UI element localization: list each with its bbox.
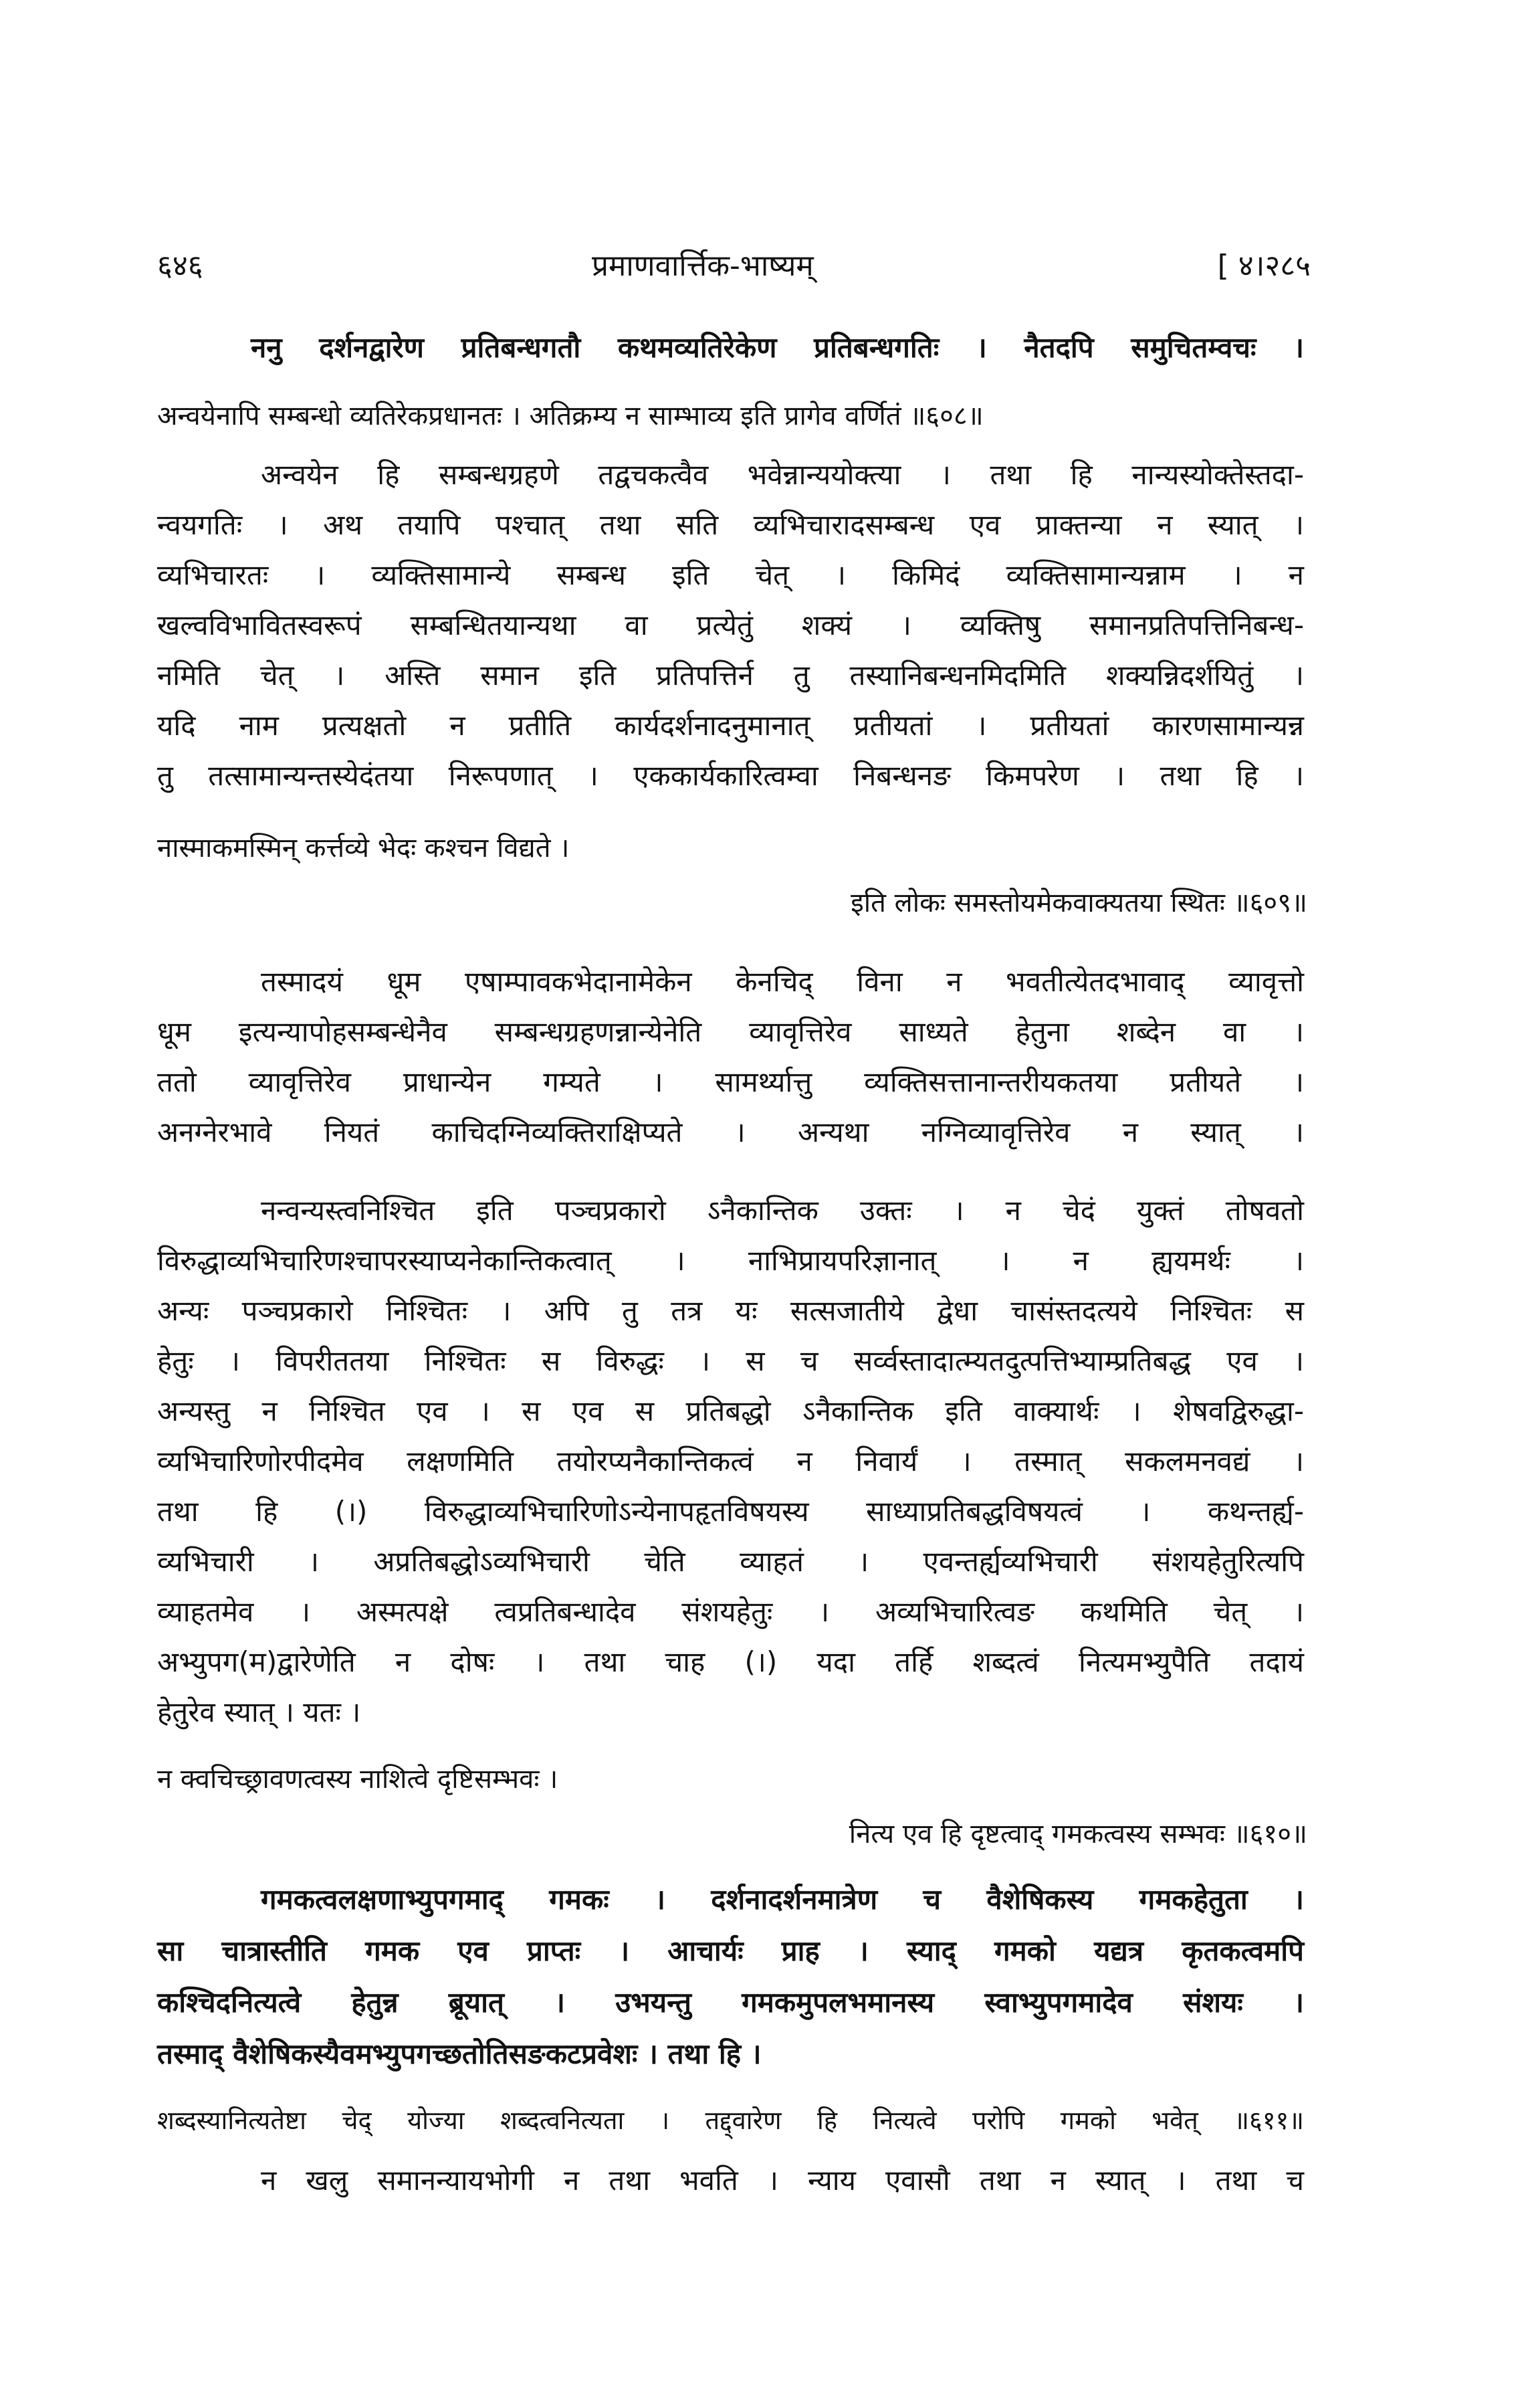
para3-line-1: नन्वन्यस्त्वनिश्चित इति पञ्चप्रकारो ऽनैकान्तिक उक्तः । न चेदं युक्तं तोषवतो [261,1194,1304,1227]
verse-609-line-1: नास्माकमस्मिन् कर्त्तव्ये भेदः कश्चन विद्यते । [157,833,570,864]
para3-line-4: हेतुः । विपरीततया निश्चितः स विरुद्धः । स च सर्व्वस्तादात्म्यतदुत्पत्तिभ्याम्प्रतिबद्ध एव । [157,1344,1304,1377]
verse-610-line-1: न क्वचिच्छ्रावणत्वस्य नाशित्वे दृष्टिसम्भवः । [157,1764,558,1795]
para3-line-11: हेतुरेव स्यात् । यतः । [157,1696,361,1728]
para1-line-5: नमिति चेत् । अस्ति समान इति प्रतिपत्तिर्न तु तस्यानिबन्धनमिदमिति शक्यन्निदर्शयितुं । [157,659,1304,692]
para3-line-6: व्यभिचारिणोरपीदमेव लक्षणमिति तयोरप्यनैकान्तिकत्वं न निवार्यं । तस्मात् सकलमनवद्यं । [157,1445,1304,1478]
para2-line-4: अनग्नेरभावे नियतं काचिदग्निव्यक्तिराक्षिप्यते । अन्यथा नग्निव्यावृत्तिरेव न स्यात् । [157,1116,1304,1148]
para2-line-2: धूम इत्यन्यापोहसम्बन्धेनैव सम्बन्धग्रहणन्नान्येनेति व्यावृत्तिरेव साध्यते हेतुना शब्देन वा । [157,1015,1304,1048]
para2-line-1: तस्मादयं धूम एषाम्पावकभेदानामेकेन केनचिद् विना न भवतीत्येतदभावाद् व्यावृत्तो [261,965,1304,998]
para3-line-3: अन्यः पञ्चप्रकारो निश्चितः । अपि तु तत्र यः सत्सजातीये द्वेधा चासंस्तदत्यये निश्चितः स [157,1294,1304,1327]
para3-line-5: अन्यस्तु न निश्चित एव । स एव स प्रतिबद्धो ऽनैकान्तिक इति वाक्यार्थः । शेषवद्विरुद्धा- [157,1395,1304,1427]
para3-line-10: अभ्युपग(म)द्वारेणेति न दोषः । तथा चाह (।) यदा तर्हि शब्दत्वं नित्यमभ्युपैति तदायं [157,1645,1304,1678]
para1-line-1: अन्वयेन हि सम्बन्धग्रहणे तद्वचकत्वैव भवेन्नान्ययोक्त्या । तथा हि नान्यस्योक्तेस्तदा- [261,458,1304,491]
intro-line: ननु दर्शनद्वारेण प्रतिबन्धगतौ कथमव्यतिरेकेण प्रतिबन्धगतिः । नैतदपि समुचितम्वचः । [251,331,1304,364]
para5-line-1: न खलु समानन्यायभोगी न तथा भवति । न्याय एवासौ तथा न स्यात् । तथा च [261,2164,1304,2197]
para4-line-2: सा चात्रास्तीति गमक एव प्राप्तः । आचार्यः प्राह । स्याद् गमको यद्यत्र कृतकत्वमपि [157,1934,1304,1967]
verse-610-line-2: नित्य एव हि दृष्टत्वाद् गमकत्वस्य सम्भवः ॥६१०॥ [849,1819,1307,1849]
verse-608: अन्वयेनापि सम्बन्धो व्यतिरेकप्रधानतः । अतिक्रम्य न साम्भाव्य इति प्रागेव वर्णितं ॥६०८॥ [157,401,984,431]
para3-line-2: विरुद्धाव्यभिचारिणश्चापरस्याप्यनेकान्तिकत्वात् । नाभिप्रायपरिज्ञानात् । न ह्ययमर्थः । [157,1244,1304,1277]
verse-609-line-2: इति लोकः समस्तोयमेकवाक्यतया स्थितः ॥६०९॥ [851,888,1307,918]
page-number: ६४६ [157,249,203,283]
para1-line-2: न्वयगतिः । अथ तयापि पश्चात् तथा सति व्यभिचारादसम्बन्ध एव प्राक्तन्या न स्यात् । [157,508,1304,541]
para4-line-1: गमकत्वलक्षणाभ्युपगमाद् गमकः । दर्शनादर्शनमात्रेण च वैशेषिकस्य गमकहेतुता । [261,1883,1304,1916]
para1-line-6: यदि नाम प्रत्यक्षतो न प्रतीति कार्यदर्शनादनुमानात् प्रतीयतां । प्रतीयतां कारणसामान्यन्न [157,709,1304,742]
para4-line-4: तस्माद् वैशेषिकस्यैवमभ्युपगच्छतोतिसङकटप्रवेशः । तथा हि । [157,2037,762,2070]
para2-line-3: ततो व्यावृत्तिरेव प्राधान्येन गम्यते । सामर्थ्यात्तु व्यक्तिसत्तानान्तरीयकतया प्रतीयते । [157,1066,1304,1098]
para1-line-7: तु तत्सामान्यन्तस्येदंतया निरूपणात् । एककार्यकारित्वम्वा निबन्धनङ किमपरेण । तथा हि । [157,759,1304,792]
para3-line-7: तथा हि (।) विरुद्धाव्यभिचारिणोऽन्येनापहृतविषयस्य साध्याप्रतिबद्धविषयत्वं । कथन्तर्ह्य- [157,1495,1304,1528]
para3-line-8: व्यभिचारी । अप्रतिबद्धोऽव्यभिचारी चेति व्याहतं । एवन्तर्ह्यव्यभिचारी संशयहेतुरित्यपि [157,1545,1304,1578]
running-title: प्रमाणवार्त्तिक-भाष्यम् [592,249,814,283]
para1-line-3: व्यभिचारतः । व्यक्तिसामान्ये सम्बन्ध इति चेत् । किमिदं व्यक्तिसामान्यन्नाम । न [157,559,1304,591]
para3-line-9: व्याहतमेव । अस्मत्पक्षे त्वप्रतिबन्धादेव संशयहेतुः । अव्यभिचारित्वङ कथमिति चेत् । [157,1595,1304,1628]
para4-line-3: कश्चिदनित्यत्वे हेतुन्न ब्रूयात् । उभयन्तु गमकमुपलभमानस्य स्वाभ्युपगमादेव संशयः । [157,1986,1304,2019]
verse-611: शब्दस्यानित्यतेष्टा चेद् योज्या शब्दत्वनित्यता । तद्द्वारेण हि नित्यत्वे परोपि गमको भवेत् ॥६११॥ [157,2106,1304,2135]
para1-line-4: खल्वविभावितस्वरूपं सम्बन्धितयान्यथा वा प्रत्येतुं शक्यं । व्यक्तिषु समानप्रतिपत्तिनिबन्ध- [157,609,1304,641]
verse-reference: [ ४।२८५ [1217,249,1311,283]
